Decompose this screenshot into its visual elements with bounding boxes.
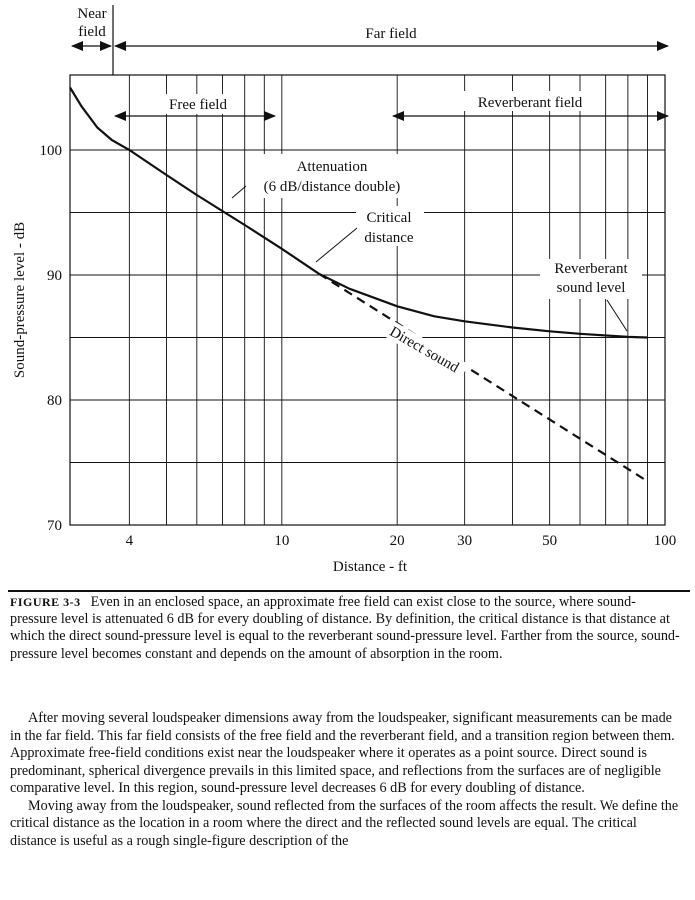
figure-caption (10, 594, 682, 663)
chart-grid (70, 75, 665, 525)
attenuation-label-line2: (6 dB/distance double) (263, 179, 401, 195)
x-tick-label: 100 (653, 533, 677, 549)
x-tick-label: 30 (457, 533, 473, 549)
reverberant-level-label-line2: sound level (556, 280, 626, 296)
y-tick-label: 80 (47, 393, 62, 409)
axis-tick-labels (40, 143, 677, 549)
near-field-label: Near (77, 6, 107, 22)
caption-rule (8, 590, 690, 592)
direct-sound-line (319, 274, 648, 482)
attenuation-leader (232, 186, 246, 198)
body-paragraph: Moving away from the loudspeaker, sound reflected from the surfaces of the room affects the result. We define the critical distance as the location in a room where the direct and the reflected sound levels are equal. The critical distance is useful as a rough single-figure description of the (10, 797, 679, 849)
y-tick-label: 70 (47, 518, 62, 534)
attenuation-label: Attenuation (296, 159, 368, 175)
critical-distance-label-line2: distance (364, 230, 414, 246)
near-field-label-line2: field (78, 24, 106, 40)
body-text (10, 710, 685, 850)
critical-distance-label: Critical (366, 210, 412, 226)
far-field-label: Far field (365, 26, 417, 42)
direct-sound-label: Direct sound (386, 323, 462, 377)
reverberant-level-label: Reverberant (554, 261, 628, 277)
y-tick-label: 90 (47, 268, 62, 284)
critical-distance-leader (316, 228, 357, 262)
figure-label: FIGURE 3-3 (10, 595, 81, 609)
caption-text: Even in an enclosed space, an approximate free field can exist close to the source, where sound-pressure level is attenuated 6 dB for every doubling of distance. By definition, the critical distance is that distance at which the direct sound-pressure level is equal to the reverberant sound-pressure level. Farther from the source, sound-pressure level becomes constant and depends on the amount of absorption in the room. (10, 594, 680, 662)
free-field-label: Free field (169, 97, 227, 113)
x-tick-label: 4 (125, 533, 134, 549)
x-tick-label: 20 (389, 533, 405, 549)
y-axis-label: Sound-pressure level - dB (12, 221, 28, 379)
plot-frame (70, 75, 665, 525)
reverberant-level-leader (607, 300, 627, 331)
body-paragraph: After moving several loudspeaker dimensions away from the loudspeaker, significant measurements can be made in the far field. This far field consists of the free field and the reverberant field, and a transition region between them. Approximate free-field conditions exist near the loudspeaker where it operates as a point source. Direct sound is predominant, spherical divergence prevails in this limited space, and reflections from the surfaces are of negligible comparative level. In this region, sound-pressure level decreases 6 dB for every doubling of distance. (10, 710, 675, 796)
x-tick-label: 50 (542, 533, 558, 549)
x-tick-label: 10 (274, 533, 290, 549)
x-axis-label: Distance - ft (332, 559, 408, 575)
y-tick-label: 100 (39, 143, 62, 159)
reverberant-field-label: Reverberant field (477, 95, 583, 111)
